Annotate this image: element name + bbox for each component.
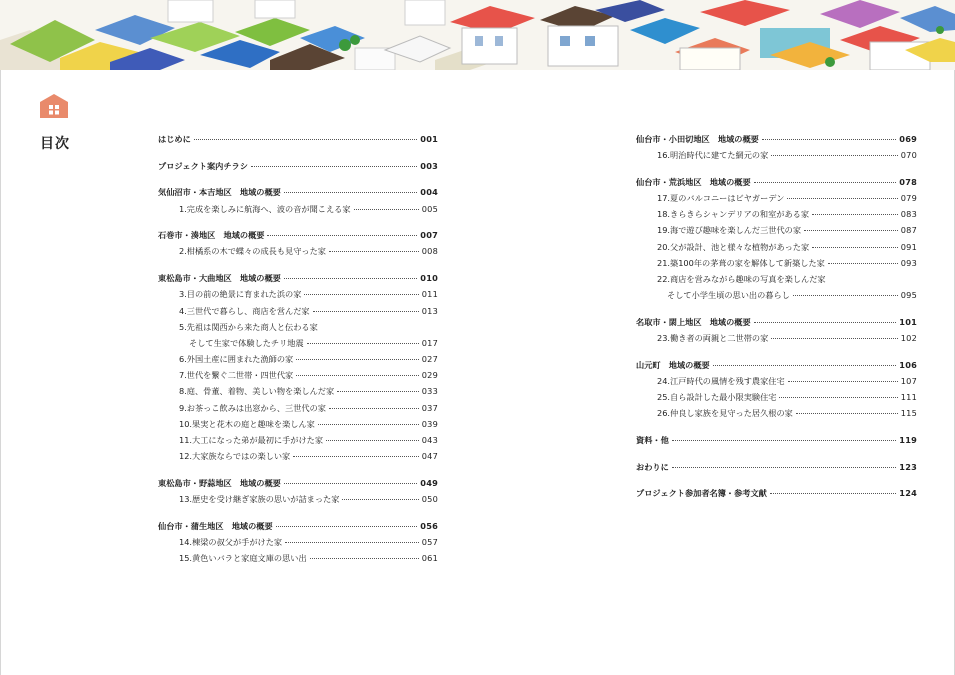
toc-page-number: 123	[899, 461, 917, 472]
toc-entry-title: 23.働き者の両親と二世帯の家	[657, 333, 769, 344]
toc-entry-title: 24.江戸時代の風情を残す農家住宅	[657, 375, 785, 386]
toc-page-number: 119	[899, 435, 917, 445]
toc-page-number: 003	[420, 160, 438, 171]
dot-leader	[804, 229, 898, 231]
toc-entry-title: 名取市・閖上地区 地域の概要	[636, 316, 751, 327]
toc-page-number: 049	[420, 477, 438, 488]
toc-page-number: 047	[421, 451, 438, 462]
toc-section-entry[interactable]	[636, 459, 917, 475]
toc-spacer	[636, 422, 917, 433]
toc-page-number: 013	[421, 305, 438, 316]
toc-page-number: 029	[421, 370, 438, 381]
dot-leader	[770, 492, 896, 494]
dot-leader	[762, 138, 896, 140]
toc-entry[interactable]	[636, 239, 917, 255]
rooftops-illustration-banner	[0, 0, 955, 70]
toc-page-number: 011	[421, 289, 438, 300]
toc-page-number: 106	[899, 359, 917, 370]
toc-entry-title: 9.お茶っこ飲みは出窓から、三世代の家	[179, 402, 326, 413]
toc-page-number: 083	[900, 209, 917, 220]
dot-leader	[267, 234, 417, 236]
dot-leader	[779, 396, 897, 398]
toc-entry[interactable]	[158, 201, 438, 217]
dot-leader	[812, 213, 898, 215]
toc-spacer	[158, 147, 438, 158]
dot-leader	[787, 197, 897, 199]
toc-entry[interactable]	[636, 271, 917, 287]
toc-entry[interactable]	[636, 190, 917, 206]
dot-leader	[713, 364, 897, 366]
toc-entry-title: 仙台市・荒浜地区 地域の概要	[636, 176, 751, 187]
toc-entry-title: 資料・他	[636, 435, 669, 445]
toc-page-number: 039	[421, 418, 438, 429]
toc-page-number: 091	[900, 241, 917, 252]
toc-entry[interactable]	[158, 383, 438, 399]
dot-leader	[793, 294, 898, 296]
toc-page-number: 033	[421, 386, 438, 397]
toc-entry-title: 東松島市・野蒜地区 地域の概要	[158, 477, 281, 488]
toc-spacer	[158, 260, 438, 271]
toc-page-number: 111	[900, 392, 917, 403]
dot-leader	[276, 525, 418, 527]
toc-entry[interactable]	[158, 400, 438, 416]
toc-spacer	[158, 174, 438, 185]
dot-leader	[342, 498, 418, 500]
dot-leader	[251, 165, 417, 167]
toc-section-entry[interactable]	[636, 314, 917, 330]
toc-page-number: 001	[420, 134, 438, 144]
toc-page-number: 005	[421, 203, 438, 214]
toc-page-number: 050	[421, 494, 438, 505]
toc-page-number: 069	[899, 134, 917, 144]
dot-leader	[284, 277, 417, 279]
toc-spacer	[158, 217, 438, 228]
toc-entry-title: プロジェクト参加者名簿・参考文献	[636, 488, 767, 499]
page-edge-left	[0, 70, 1, 675]
toc-page-number: 070	[900, 150, 917, 161]
toc-section-entry[interactable]	[636, 432, 917, 448]
toc-entry-title: 4.三世代で暮らし、商店を営んだ家	[179, 305, 310, 316]
toc-entry[interactable]	[158, 416, 438, 432]
toc-spacer	[636, 448, 917, 459]
dot-leader	[754, 321, 897, 323]
toc-section-entry[interactable]	[158, 158, 438, 174]
toc-entry[interactable]	[158, 303, 438, 319]
dot-leader	[285, 541, 419, 543]
toc-page-number: 010	[420, 273, 438, 284]
toc-entry-title: 10.果実と花木の庭と趣味を楽しん家	[179, 418, 315, 429]
toc-section-entry[interactable]	[636, 357, 917, 373]
dot-leader	[796, 412, 898, 414]
toc-entry-title: 17.夏のバルコニーはビヤガーデン	[657, 193, 785, 204]
toc-entry[interactable]	[158, 534, 438, 550]
toc-entry-title: 11.大工になった弟が最初に手がけた家	[179, 435, 324, 445]
dot-leader	[293, 455, 419, 457]
toc-page-number: 115	[900, 408, 917, 419]
toc-entry-title: 6.外国土産に囲まれた漁師の家	[179, 354, 294, 365]
toc-entry-title: 25.自ら設計した最小限実験住宅	[657, 392, 777, 403]
toc-page-number: 008	[421, 246, 438, 257]
toc-entry-title: 山元町 地域の概要	[636, 359, 710, 370]
toc-entry-title: 仙台市・小田切地区 地域の概要	[636, 134, 759, 144]
toc-entry-title: 東松島市・大曲地区 地域の概要	[158, 273, 281, 284]
dot-leader	[754, 181, 897, 183]
dot-leader	[337, 390, 419, 392]
toc-entry-title: そして生家で体験したチリ地震	[189, 337, 304, 348]
toc-entry-title: 2.柑橘系の木で蝶々の成長も見守った家	[179, 246, 326, 257]
toc-entry-title: 7.世代を繋ぐ二世帯・四世代家	[179, 370, 294, 381]
toc-page-number: 004	[420, 187, 438, 198]
dot-leader	[672, 439, 897, 441]
toc-entry-title: 18.きらきらシャンデリアの和室がある家	[657, 209, 810, 220]
toc-entry-title: 19.海で遊び趣味を楽しんだ三世代の家	[657, 225, 802, 236]
toc-column-right	[636, 131, 917, 502]
toc-entry-title: 8.庭、骨董、着物、美しい物を楽しんだ家	[179, 386, 335, 397]
toc-page-number: 061	[421, 553, 438, 564]
dot-leader	[812, 246, 898, 248]
toc-page-number: 087	[900, 225, 917, 236]
dot-leader	[304, 293, 418, 295]
toc-page-number: 124	[899, 488, 917, 499]
dot-leader	[307, 342, 419, 344]
toc-entry[interactable]	[636, 206, 917, 222]
toc-section-entry[interactable]	[158, 184, 438, 200]
toc-entry-title: 1.完成を楽しみに航海へ、波の音が聞こえる家	[179, 203, 351, 214]
dot-leader	[318, 423, 419, 425]
toc-entry[interactable]	[636, 255, 917, 271]
toc-entry-title: 気仙沼市・本吉地区 地域の概要	[158, 187, 281, 198]
toc-entry-title: 14.棟梁の叔父が手がけた家	[179, 536, 283, 547]
toc-entry[interactable]	[158, 367, 438, 383]
toc-entry-title: 26.仲良し家族を見守った居久根の家	[657, 408, 793, 419]
toc-page-number: 057	[421, 536, 438, 547]
toc-entry[interactable]	[158, 432, 438, 448]
dot-leader	[313, 310, 419, 312]
toc-spacer	[158, 464, 438, 475]
toc-page-number: 079	[900, 193, 917, 204]
toc-entry-title: 12.大家族ならではの楽しい家	[179, 451, 291, 462]
toc-entry[interactable]	[158, 351, 438, 367]
toc-entry-title: そして小学生頃の思い出の暮らし	[667, 290, 790, 301]
toc-entry-title: プロジェクト案内チラシ	[158, 160, 248, 171]
toc-page-number: 027	[421, 354, 438, 365]
toc-entry[interactable]	[636, 147, 917, 163]
toc-section-entry[interactable]	[636, 485, 917, 501]
toc-entry-title: 21.築100年の茅葺の家を解体して新築した家	[657, 257, 825, 268]
toc-entry-title: 石巻市・湊地区 地域の概要	[158, 230, 265, 241]
toc-section-entry[interactable]	[636, 174, 917, 190]
dot-leader	[284, 482, 417, 484]
dot-leader	[771, 337, 897, 339]
toc-entry[interactable]	[636, 405, 917, 421]
toc-spacer	[636, 346, 917, 357]
toc-section-entry[interactable]	[158, 518, 438, 534]
toc-section-entry[interactable]	[158, 227, 438, 243]
dot-leader	[329, 407, 419, 409]
toc-spacer	[636, 475, 917, 486]
toc-spacer	[636, 163, 917, 174]
toc-section-entry[interactable]	[158, 475, 438, 491]
dot-leader	[828, 262, 898, 264]
toc-entry-title: 22.商店を営みながら趣味の写真を楽しんだ家	[657, 274, 826, 284]
toc-section-entry[interactable]	[158, 270, 438, 286]
toc-spacer	[636, 303, 917, 314]
toc-page-number: 102	[900, 333, 917, 344]
toc-page-number: 037	[421, 402, 438, 413]
dot-leader	[771, 154, 897, 156]
dot-leader	[284, 191, 417, 193]
toc-entry-title: はじめに	[158, 134, 191, 144]
dot-leader	[354, 208, 419, 210]
toc-entry[interactable]	[636, 389, 917, 405]
toc-spacer	[158, 507, 438, 518]
toc-entry-title: おわりに	[636, 461, 669, 472]
toc-entry[interactable]	[158, 550, 438, 566]
toc-entry[interactable]	[158, 335, 438, 351]
toc-entry[interactable]	[636, 222, 917, 238]
toc-entry-title: 5.先祖は関西から来た商人と伝わる家	[179, 321, 318, 332]
toc-entry[interactable]	[636, 373, 917, 389]
dot-leader	[326, 439, 419, 441]
toc-page-number: 101	[899, 316, 917, 327]
toc-entry-title: 13.歴史を受け継ぎ家族の思いが詰まった家	[179, 494, 340, 505]
toc-entry[interactable]	[158, 319, 438, 335]
toc-page-number: 107	[900, 375, 917, 386]
toc-page-number: 007	[420, 230, 438, 241]
toc-column-left	[158, 131, 438, 566]
toc-page-number: 095	[900, 290, 917, 301]
toc-entry-title: 16.明治時代に建てた網元の家	[657, 150, 769, 161]
toc-page-number: 043	[421, 435, 438, 445]
toc-section-entry[interactable]	[158, 131, 438, 147]
toc-entry[interactable]	[158, 448, 438, 464]
dot-leader	[329, 250, 419, 252]
toc-entry[interactable]	[158, 491, 438, 507]
dot-leader	[310, 557, 419, 559]
dot-leader	[296, 374, 419, 376]
toc-page-number: 017	[421, 337, 438, 348]
toc-entry[interactable]	[158, 286, 438, 302]
toc-section-entry[interactable]	[636, 131, 917, 147]
dot-leader	[788, 380, 898, 382]
toc-page-number: 056	[420, 520, 438, 531]
toc-entry-title: 3.目の前の絶景に育まれた浜の家	[179, 289, 302, 300]
house-icon	[40, 94, 68, 118]
toc-page-number: 078	[899, 176, 917, 187]
dot-leader	[672, 466, 897, 468]
toc-entry-title: 仙台市・蒲生地区 地域の概要	[158, 520, 273, 531]
toc-entry[interactable]	[636, 330, 917, 346]
dot-leader	[296, 358, 419, 360]
toc-entry[interactable]	[158, 243, 438, 259]
dot-leader	[194, 138, 418, 140]
toc-entry-title: 20.父が設計、池と様々な植物があった家	[657, 241, 810, 252]
toc-entry[interactable]	[636, 287, 917, 303]
toc-entry-title: 15.黄色いバラと家庭文庫の思い出	[179, 553, 307, 564]
toc-page-number: 093	[900, 257, 917, 268]
page-title: 目次	[40, 136, 70, 152]
